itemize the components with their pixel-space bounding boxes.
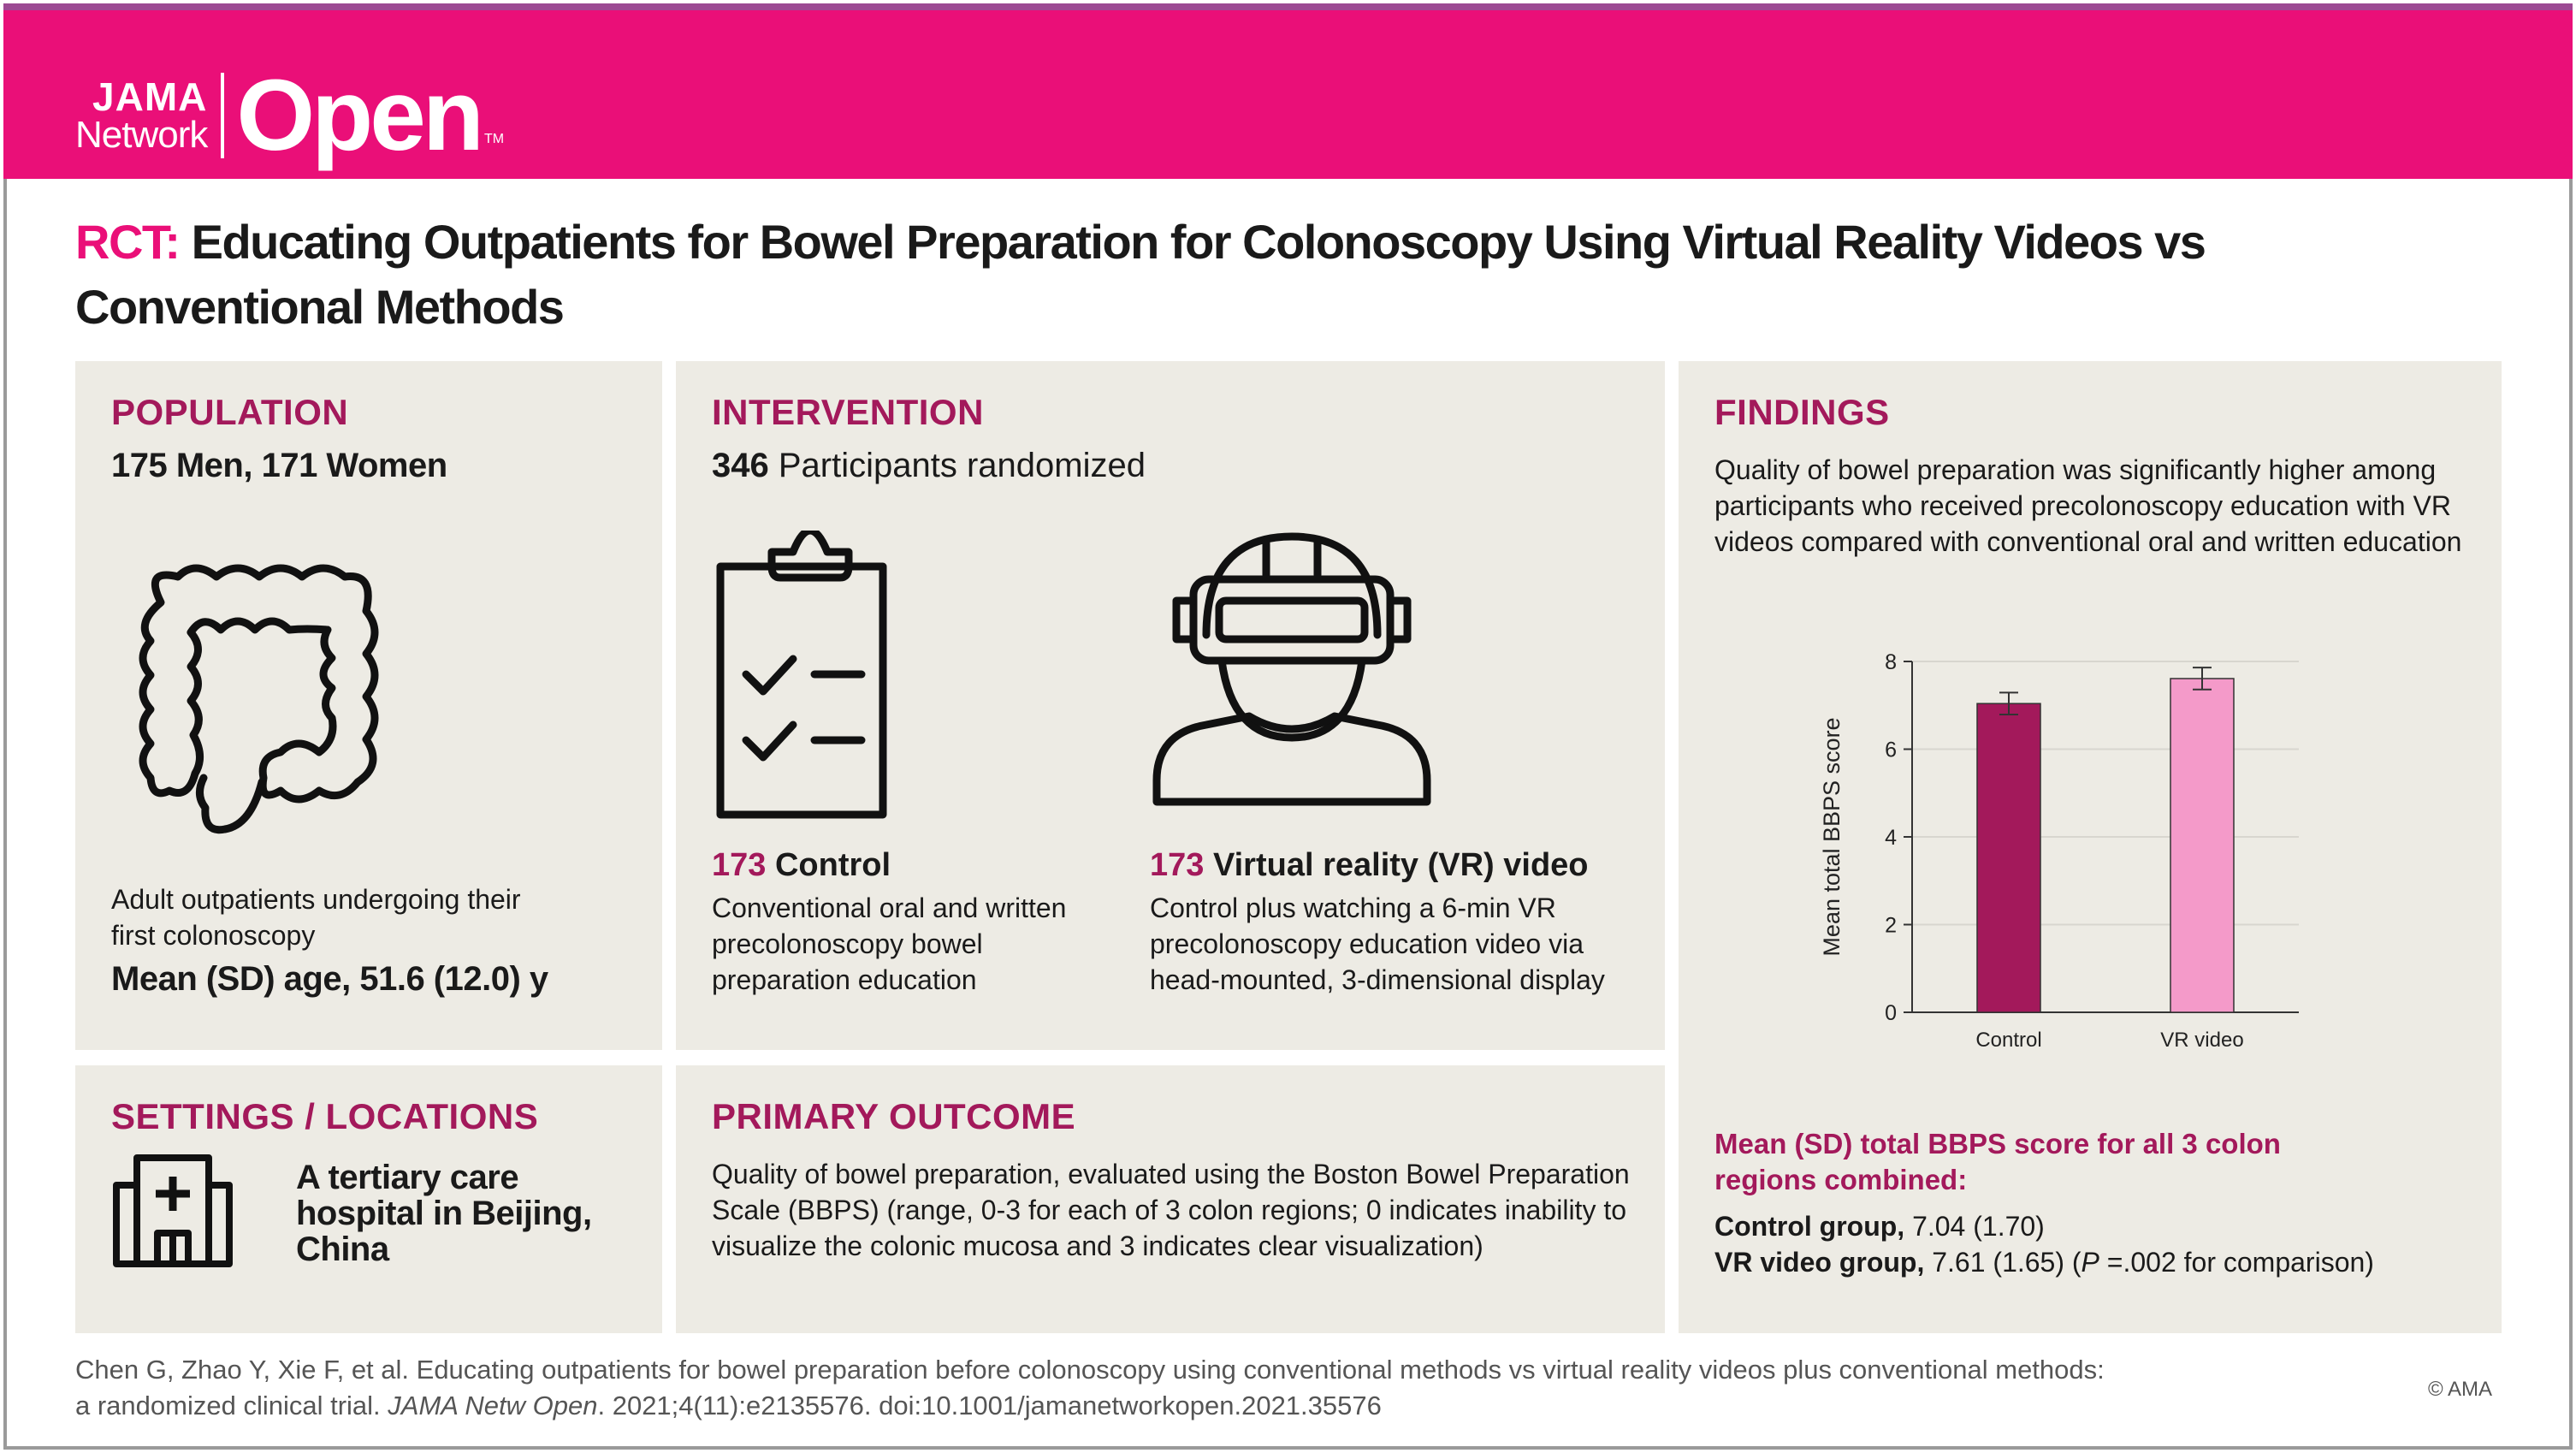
vr-arm-desc-2: precolonoscopy education video via	[1150, 928, 1584, 959]
settings-line-2: hospital in Beijing,	[296, 1195, 592, 1232]
colon-icon	[110, 551, 400, 842]
logo-jama: JAMA	[92, 74, 208, 119]
outcome-desc-3: visualize the colonic mucosa and 3 indicates clear visualization)	[712, 1231, 1483, 1261]
findings-vr-label: VR video group,	[1714, 1247, 1925, 1278]
population-count: 175 Men, 171 Women	[111, 447, 447, 484]
randomized-text: Participants randomized	[768, 447, 1146, 484]
vr-arm-desc-1: Control plus watching a 6-min VR	[1150, 893, 1556, 923]
logo-network: Network	[75, 114, 208, 156]
findings-mean-heading-1: Mean (SD) total BBPS score for all 3 colon	[1714, 1128, 2281, 1159]
settings-location	[296, 1159, 592, 1267]
logo-divider	[221, 73, 224, 158]
hospital-icon	[113, 1151, 233, 1271]
outcome-desc-2: Scale (BBPS) (range, 0-3 for each of 3 colon regions; 0 indicates inability to	[712, 1195, 1627, 1225]
randomized-number: 346	[712, 447, 769, 484]
x-tick-label: Control	[1975, 1029, 2042, 1052]
outcome-desc-1: Quality of bowel preparation, evaluated using the Boston Bowel Preparation	[712, 1159, 1630, 1189]
intervention-randomized	[712, 447, 1146, 485]
citation	[75, 1352, 2300, 1424]
findings-mean-heading	[1714, 1126, 2281, 1198]
findings-control-result	[1714, 1208, 2045, 1244]
vr-arm-title	[1150, 847, 1589, 884]
findings-control-value: 7.04 (1.70)	[1904, 1211, 2045, 1242]
outcome-heading: PRIMARY OUTCOME	[712, 1096, 1076, 1136]
settings-line-1: A tertiary care	[296, 1159, 519, 1196]
population-age: Mean (SD) age, 51.6 (12.0) y	[111, 960, 548, 998]
control-arm-desc-3: preparation education	[712, 964, 977, 995]
vr-arm-number: 173	[1150, 847, 1205, 883]
findings-p-letter: P	[2081, 1247, 2099, 1278]
population-desc-2: first colonoscopy	[111, 920, 316, 951]
citation-pre: a randomized clinical trial.	[75, 1391, 388, 1420]
vr-arm-desc-3: head-mounted, 3-dimensional display	[1150, 964, 1605, 995]
control-arm-desc-1: Conventional oral and written	[712, 893, 1067, 923]
clipboard-checklist-icon	[712, 531, 943, 821]
page-title	[75, 210, 2385, 340]
findings-mean-heading-2: regions combined:	[1714, 1164, 1968, 1195]
findings-desc-2: participants who received precolonoscopy education with VR	[1714, 490, 2451, 521]
control-arm-desc-2: precolonoscopy bowel	[712, 928, 983, 959]
intervention-panel	[676, 361, 1665, 1050]
y-axis-label: Mean total BBPS score	[1819, 717, 1845, 957]
settings-heading: SETTINGS / LOCATIONS	[111, 1096, 539, 1136]
findings-desc-1: Quality of bowel preparation was significantly higher among	[1714, 454, 2437, 485]
citation-line-1: Chen G, Zhao Y, Xie F, et al. Educating outpatients for bowel preparation before colonoscopy using conventional methods vs virtual reality videos plus conventional methods:	[75, 1355, 2105, 1385]
bar-control	[1977, 703, 2040, 1012]
y-tick-label: 0	[1885, 1001, 1897, 1025]
title-prefix: RCT:	[75, 215, 180, 269]
y-tick-label: 4	[1885, 826, 1897, 850]
x-tick-label: VR video	[2160, 1029, 2244, 1052]
copyright: © AMA	[2428, 1378, 2493, 1401]
jama-network-open-logo	[75, 59, 505, 172]
findings-desc-3: videos compared with conventional oral and written education	[1714, 526, 2462, 557]
settings-line-3: China	[296, 1231, 389, 1268]
vr-arm-label: Virtual reality (VR) video	[1204, 847, 1589, 883]
title-text: Educating Outpatients for Bowel Preparation for Colonoscopy Using Virtual Reality Videos vs Conventional Methods	[75, 215, 2206, 334]
bbps-bar-chart	[1809, 633, 2323, 1061]
logo-tm: TM	[483, 132, 505, 146]
population-heading: POPULATION	[111, 392, 349, 432]
findings-heading: FINDINGS	[1714, 392, 1890, 432]
vr-headset-person-icon	[1146, 532, 1437, 806]
y-tick-label: 8	[1885, 650, 1897, 674]
settings-panel	[75, 1065, 662, 1333]
findings-p-rest: =.002 for comparison)	[2099, 1247, 2374, 1278]
findings-control-label: Control group,	[1714, 1211, 1905, 1242]
findings-vr-value: 7.61 (1.65) (	[1924, 1247, 2082, 1278]
bar-vr-video	[2170, 679, 2234, 1012]
control-arm-number: 173	[712, 847, 767, 883]
y-tick-label: 2	[1885, 913, 1897, 938]
control-arm-label: Control	[766, 847, 891, 883]
control-arm-title	[712, 847, 891, 884]
primary-outcome-panel	[676, 1065, 1665, 1333]
header-bar	[3, 3, 2573, 179]
citation-post: . 2021;4(11):e2135576. doi:10.1001/jamanetworkopen.2021.35576	[597, 1391, 1382, 1420]
intervention-heading: INTERVENTION	[712, 392, 984, 432]
citation-journal: JAMA Netw Open	[388, 1391, 598, 1420]
y-tick-label: 6	[1885, 738, 1897, 762]
logo-open: Open	[236, 59, 481, 172]
findings-vr-result	[1714, 1244, 2374, 1280]
citation-line-2	[75, 1388, 2300, 1424]
population-panel	[75, 361, 662, 1050]
population-desc-1: Adult outpatients undergoing their	[111, 884, 521, 915]
